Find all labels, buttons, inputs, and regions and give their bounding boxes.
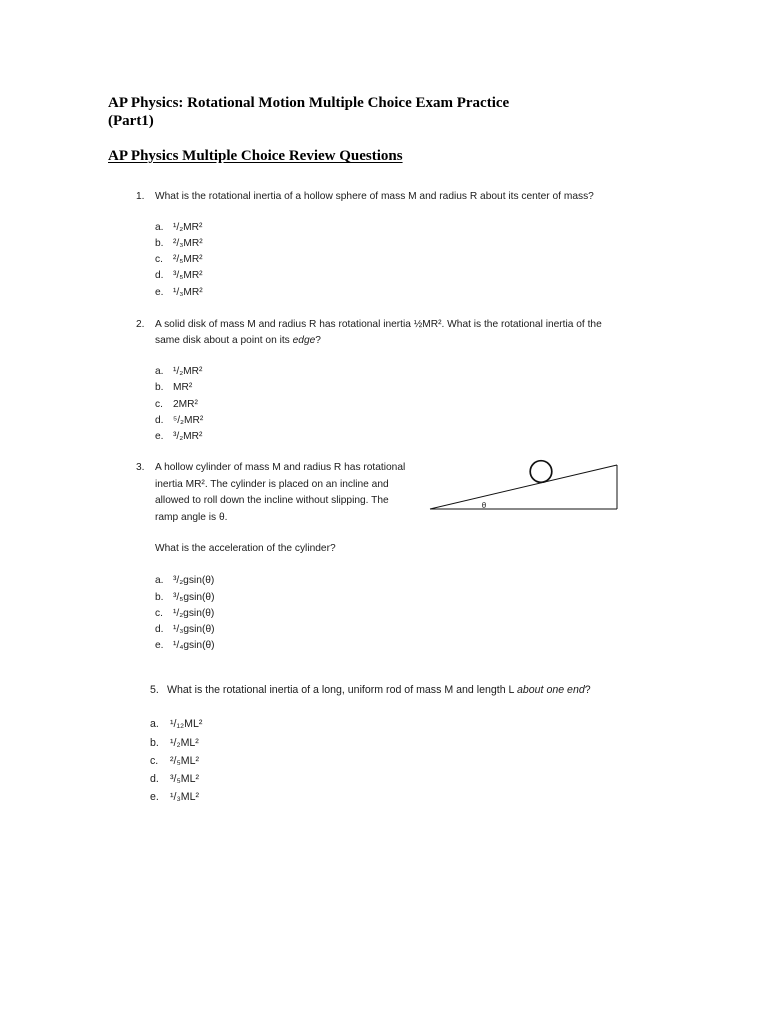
option-value: ³/₅gsin(θ) [173, 592, 215, 603]
option-letter: c. [150, 755, 159, 767]
option-value: ²/₅MR² [173, 254, 203, 265]
option-letter: c. [155, 608, 163, 619]
q1-number: 1. [136, 191, 145, 202]
option-value: ³/₅MR² [173, 270, 203, 281]
option-value: ¹/₄gsin(θ) [173, 640, 215, 651]
incline-diagram [425, 455, 625, 515]
q3-option-e [155, 640, 215, 652]
q1-option-e [155, 287, 203, 299]
option-letter: a. [155, 222, 164, 233]
q2-text-line-2-start: same disk about a point on its [155, 335, 293, 346]
option-letter: a. [150, 718, 159, 730]
incline-ramp-line [430, 465, 617, 509]
option-letter: d. [155, 624, 164, 635]
option-letter: d. [150, 773, 159, 785]
ramp-angle-label: θ [481, 501, 487, 510]
option-value: ¹/₁₂ML² [170, 718, 203, 730]
option-value: ²/₅ML² [170, 755, 199, 767]
q2-option-b [155, 382, 192, 394]
q2-option-d [155, 415, 203, 427]
q5-option-a [150, 718, 202, 731]
option-letter: e. [155, 640, 164, 651]
cylinder-circle [530, 461, 552, 483]
q3-option-a [155, 575, 214, 587]
document-title-line-1: AP Physics: Rotational Motion Multiple Choice Exam Practice [108, 95, 510, 111]
option-letter: b. [150, 737, 159, 749]
q1-option-c [155, 254, 203, 266]
option-letter: e. [155, 431, 164, 442]
option-letter: d. [155, 270, 164, 281]
option-value: ¹/₂ML² [170, 737, 199, 749]
option-value: ⁵/₂MR² [173, 415, 204, 426]
q5-option-b [150, 737, 199, 750]
q2-text-line-1: A solid disk of mass M and radius R has rotational inertia ½MR². What is the rotational inertia of the [155, 319, 602, 330]
q3-text-line-3: allowed to roll down the incline without slipping. The [155, 495, 389, 506]
option-letter: e. [155, 287, 164, 298]
q1-option-b [155, 238, 203, 250]
option-letter: a. [155, 366, 164, 377]
q3-number: 3. [136, 462, 145, 473]
q3-text-line-1: A hollow cylinder of mass M and radius R has rotational [155, 462, 406, 473]
option-value: ¹/₂MR² [173, 222, 203, 233]
q2-text-line-2 [155, 335, 321, 347]
q3-text-line-4: ramp angle is θ. [155, 512, 228, 523]
option-letter: d. [155, 415, 164, 426]
q1-option-a [155, 222, 202, 234]
q5-emphasis-about-one-end: about one end [516, 684, 585, 696]
q3-text-line-2: inertia MR². The cylinder is placed on an incline and [155, 479, 389, 490]
q2-emphasis-edge: edge [292, 335, 316, 346]
q5-option-c [150, 755, 199, 768]
option-value: MR² [173, 382, 193, 393]
q5-text [167, 684, 591, 697]
option-letter: e. [150, 791, 159, 803]
option-value: 2MR² [173, 399, 198, 410]
q3-option-c [155, 608, 214, 620]
section-subtitle: AP Physics Multiple Choice Review Questions [108, 148, 403, 164]
q3-option-d [155, 624, 215, 636]
q5-option-d [150, 773, 199, 786]
q2-number: 2. [136, 319, 145, 330]
option-value: ³/₅ML² [170, 773, 199, 785]
q5-text-start: What is the rotational inertia of a long, uniform rod of mass M and length L [167, 684, 517, 696]
q5-text-end: ? [584, 684, 591, 696]
q1-option-d [155, 270, 203, 282]
option-letter: b. [155, 238, 164, 249]
option-value: ²/₃MR² [173, 238, 203, 249]
option-value: ¹/₃MR² [173, 287, 203, 298]
option-value: ¹/₃ML² [170, 791, 200, 803]
option-value: ¹/₂MR² [173, 366, 203, 377]
q2-option-e [155, 431, 202, 443]
option-letter: b. [155, 382, 164, 393]
q2-text-line-2-end: ? [315, 335, 321, 346]
document-title-line-2: (Part1) [108, 113, 154, 129]
q1-text: What is the rotational inertia of a hollow sphere of mass M and radius R about its center of mass? [155, 191, 594, 202]
q3-prompt: What is the acceleration of the cylinder? [155, 543, 336, 554]
option-letter: c. [155, 399, 163, 410]
option-value: ³/₂gsin(θ) [173, 575, 215, 586]
option-letter: b. [155, 592, 164, 603]
q2-option-a [155, 366, 202, 378]
option-letter: a. [155, 575, 164, 586]
q5-option-e [150, 791, 199, 804]
option-value: ¹/₂gsin(θ) [173, 608, 215, 619]
q5-number: 5. [150, 684, 159, 696]
option-value: ³/₂MR² [173, 431, 203, 442]
option-value: ¹/₃gsin(θ) [173, 624, 215, 635]
option-letter: c. [155, 254, 163, 265]
q2-option-c [155, 399, 198, 411]
q3-option-b [155, 592, 214, 604]
